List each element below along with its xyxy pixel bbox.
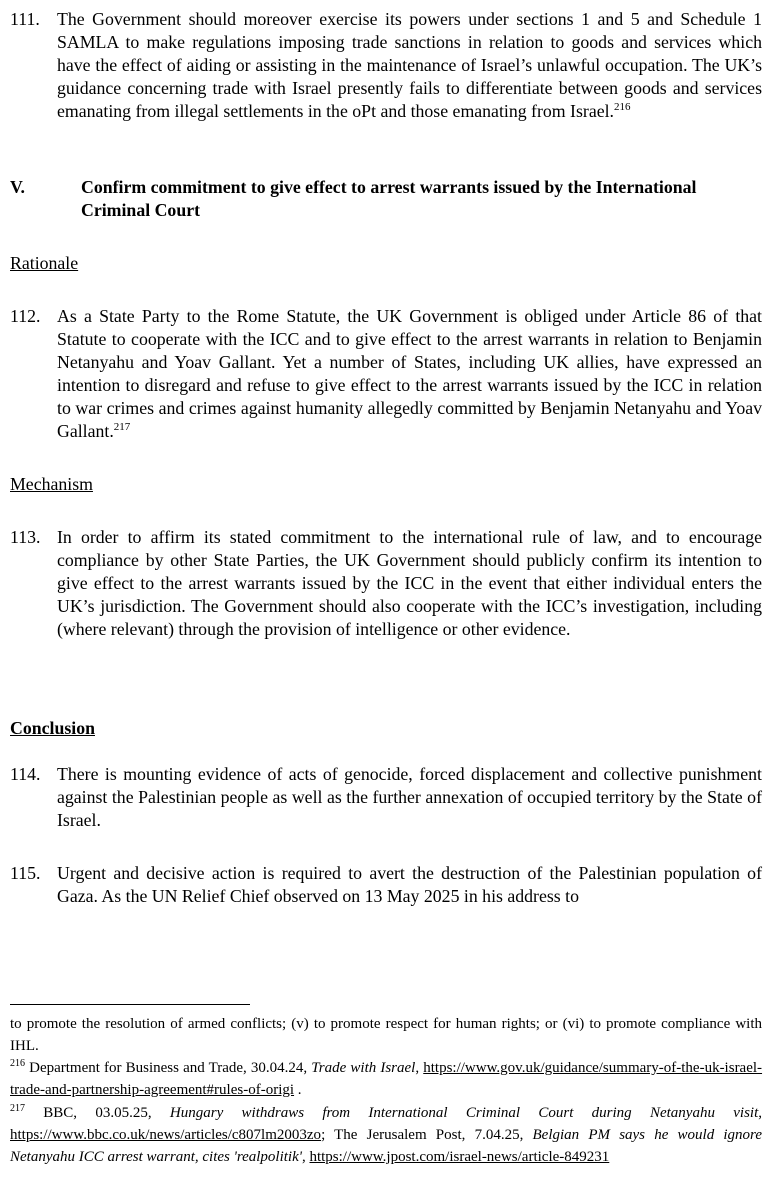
section-v-heading: [10, 176, 762, 222]
rationale-label: Rationale: [10, 253, 79, 273]
paragraph-text: [57, 305, 762, 443]
footnote-source: BBC, 03.05.25,: [43, 1105, 152, 1121]
footnote-link[interactable]: https://www.jpost.com/israel-news/article-849231: [309, 1149, 610, 1165]
footnote-number: 217: [10, 1103, 25, 1114]
paragraph-text: [57, 8, 762, 123]
footnote-link[interactable]: https://www.bbc.co.uk/news/articles/c807lm2003zo: [10, 1127, 322, 1143]
footnote-source: ; The Jerusalem Post, 7.04.25,: [321, 1127, 524, 1143]
footnote-ref-216[interactable]: 216: [614, 101, 631, 114]
paragraph-113: [10, 526, 762, 641]
footnote-title: Hungary withdraws from International Criminal Court during Netanyahu visit: [169, 1105, 759, 1121]
paragraph-text: There is mounting evidence of acts of genocide, forced displacement and collective punishment against the Palestinian people as well as the further annexation of occupied territory by the State of Israel.: [57, 764, 762, 830]
section-title: Confirm commitment to give effect to arrest warrants issued by the International Criminal Court: [81, 177, 697, 220]
section-number: V.: [10, 177, 25, 197]
paragraph-number: 112.: [10, 306, 41, 326]
paragraph-111: [10, 8, 762, 123]
footnote-number: 216: [10, 1058, 25, 1069]
footnote-separator: [10, 1004, 250, 1005]
conclusion-heading: Conclusion: [10, 718, 95, 738]
footnote-continued: to promote the resolution of armed conflicts; (v) to promote respect for human rights; or (vi) to promote compliance with IHL.: [10, 1016, 762, 1054]
footnote-source: Department for Business and Trade, 30.04.24,: [29, 1060, 308, 1076]
paragraph-number: 113.: [10, 527, 41, 547]
footnote-ref-217[interactable]: 217: [113, 421, 131, 434]
paragraph-number: 111.: [10, 9, 40, 29]
footnote-216: $^{216}$ Department for Business and Trade, 30.04.24, Trade with Israel, https://www.gov.uk/guidance/summary-of-the-uk-israel-trade-and-partnership-agreement#rules-of-origi .: [10, 1058, 763, 1098]
mechanism-label: Mechanism: [10, 474, 93, 494]
paragraph-text: Urgent and decisive action is required to avert the destruction of the Palestinian population of Gaza. As the UN Relief Chief observed on 13 May 2025 in his address to: [57, 863, 762, 906]
paragraph-114: [10, 763, 762, 832]
footnote-link[interactable]: https://www.gov.uk/guidance/summary-of-the-uk-israel-trade-and-partnership-agreement#rules-of-origi: [10, 1060, 763, 1098]
paragraph-112: [10, 305, 762, 443]
paragraph-number: 115.: [10, 863, 41, 883]
paragraph-number: 114.: [10, 764, 41, 784]
footnote-title: Trade with Israel: [311, 1060, 416, 1076]
footnote-217: $^{217}$ BBC, 03.05.25, Hungary withdraws from International Criminal Court during Netanyahu visit, https://www.bbc.co.uk/news/articles/c807lm2003zo; The Jerusalem Post, 7.04.25, Belgian PM says he would ignore Netanyahu ICC arrest warrant, cites 'realpolitik', https://www.jpost.com/israel-news/article-849231: [10, 1103, 762, 1165]
paragraph-body: The Government should moreover exercise its powers under sections 1 and 5 and Schedule 1 SAMLA to make regulations imposing trade sanctions in relation to goods and services which have the effect of aiding or assisting in the maintenance of Israel’s unlawful occupation. The UK’s guidance concerning trade with Israel presently fails to differentiate between goods and services emanating from illegal settlements in the oPt and those emanating from Israel.: [57, 9, 762, 121]
footnote-title: Belgian PM says he would ignore Netanyahu ICC arrest warrant, cites 'realpolitik': [10, 1127, 762, 1165]
paragraph-text: In order to affirm its stated commitment to the international rule of law, and to encourage compliance by other State Parties, the UK Government should publicly confirm its intention to give effect to the arrest warrants issued by the ICC in the event that either individual enters the UK’s jurisdiction. The Government should also cooperate with the ICC’s investigation, including (where relevant) through the provision of intelligence or other evidence.: [57, 527, 762, 639]
paragraph-115: [10, 862, 762, 908]
paragraph-body: As a State Party to the Rome Statute, the UK Government is obliged under Article 86 of that Statute to cooperate with the ICC and to give effect to the arrest warrants in relation to Benjamin Netanyahu and Yoav Gallant. Yet a number of States, including UK allies, have expressed an intention to disregard and refuse to give effect to the arrest warrants issued by the ICC in relation to war crimes and crimes against humanity allegedly committed by Benjamin Netanyahu and Yoav Gallant.: [57, 306, 762, 441]
footnote-end: .: [297, 1082, 302, 1098]
